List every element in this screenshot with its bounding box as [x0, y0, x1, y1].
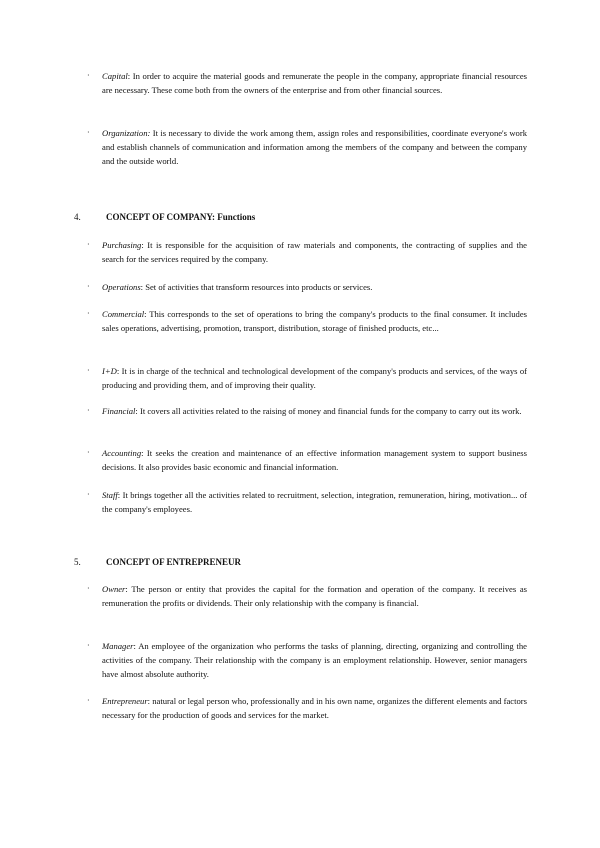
list-item-term: I+D [102, 366, 117, 376]
section-number: 5. [74, 557, 81, 567]
list-item-text [102, 488, 527, 516]
list-item-text [102, 280, 527, 294]
list-item-description: : It is in charge of the technical and technological development of the company's products and services, of the ways of producing and providing them, and of improving their quality. [102, 366, 527, 391]
bullet-icon: · [87, 584, 90, 593]
list-item-description: It is necessary to divide the work among them, assign roles and responsibilities, coordinate everyone's work and establish channels of communication and information among the members of the company and between the company and the outside world. [102, 128, 527, 167]
bullet-icon: · [87, 490, 90, 499]
bullet-icon: · [87, 641, 90, 650]
list-item-financial [87, 404, 527, 418]
list-item-description: : An employee of the organization who performs the tasks of planning, directing, organizing and controlling the activities of the company. Their relationship with the company is an employment relationship. However, senior managers have almost absolute authority. [102, 641, 527, 680]
list-item-term: Capital [102, 71, 128, 81]
bullet-icon: · [87, 696, 90, 705]
list-item-text [102, 126, 527, 168]
list-item-term: Purchasing [102, 240, 142, 250]
list-item-owner [87, 582, 527, 610]
list-item-description: : It brings together all the activities related to recruitment, selection, integration, remuneration, hiring, motivation... of the company's employees. [102, 490, 527, 515]
bullet-icon: · [87, 309, 90, 318]
list-item-text [102, 307, 527, 335]
list-item-description: : It is responsible for the acquisition of raw materials and components, the contracting of supplies and the search for the services required by the company. [102, 240, 527, 265]
list-item-staff [87, 488, 527, 516]
list-item-purchasing [87, 238, 527, 266]
section-title: CONCEPT OF COMPANY: Functions [106, 212, 256, 222]
list-item-accounting [87, 446, 527, 474]
bullet-icon: · [87, 240, 90, 249]
list-item-entrepreneur [87, 694, 527, 722]
bullet-icon: · [87, 71, 90, 80]
list-item-description: : In order to acquire the material goods and remunerate the people in the company, appropriate financial resources are necessary. These come both from the owners of the enterprise and from other financial sources. [102, 71, 527, 96]
list-item-commercial [87, 307, 527, 335]
list-item-text [102, 694, 527, 722]
bullet-icon: · [87, 366, 90, 375]
list-item-term: Accounting [102, 448, 142, 458]
list-item-operations [87, 280, 527, 294]
list-item-term: Financial [102, 406, 136, 416]
list-item-term: Commercial [102, 309, 145, 319]
bullet-icon: · [87, 406, 90, 415]
list-item-term: Manager [102, 641, 134, 651]
list-item-text [102, 582, 527, 610]
list-item-text [102, 364, 527, 392]
section-number: 4. [74, 212, 81, 222]
list-item-text [102, 639, 527, 681]
list-item-description: : Set of activities that transform resources into products or services. [140, 282, 373, 292]
list-item-text [102, 69, 527, 97]
list-item-term: Operations [102, 282, 141, 292]
bullet-icon: · [87, 128, 90, 137]
section-5-heading [74, 555, 241, 569]
list-item-text [102, 238, 527, 266]
section-4-heading [74, 210, 255, 224]
list-item-term: Entrepreneur [102, 696, 148, 706]
section-title: CONCEPT OF ENTREPRENEUR [106, 557, 242, 567]
list-item-text [102, 404, 527, 418]
bullet-icon: · [87, 448, 90, 457]
list-item-description: : It seeks the creation and maintenance of an effective information management system to support business decisions. It also provides basic economic and financial information. [102, 448, 527, 473]
bullet-icon: · [87, 282, 90, 291]
list-item-manager [87, 639, 527, 681]
list-item-description: : This corresponds to the set of operations to bring the company's products to the final consumer. It includes sales operations, advertising, promotion, transport, distribution, storage of finished products, etc... [102, 309, 527, 334]
list-item-organization [87, 126, 527, 168]
list-item-term: Owner [102, 584, 126, 594]
list-item-capital [87, 69, 527, 97]
list-item-description: : The person or entity that provides the capital for the formation and operation of the company. It receives as remuneration the profits or dividends. Their only relationship with the company is financial. [102, 584, 527, 609]
list-item-term: Staff [102, 490, 118, 500]
list-item-term: Organization: [102, 128, 151, 138]
list-item-rd [87, 364, 527, 392]
list-item-description: : natural or legal person who, professionally and in his own name, organizes the different elements and factors necessary for the production of goods and services for the market. [102, 696, 527, 721]
list-item-text [102, 446, 527, 474]
list-item-description: : It covers all activities related to the raising of money and financial funds for the company to carry out its work. [135, 406, 522, 416]
